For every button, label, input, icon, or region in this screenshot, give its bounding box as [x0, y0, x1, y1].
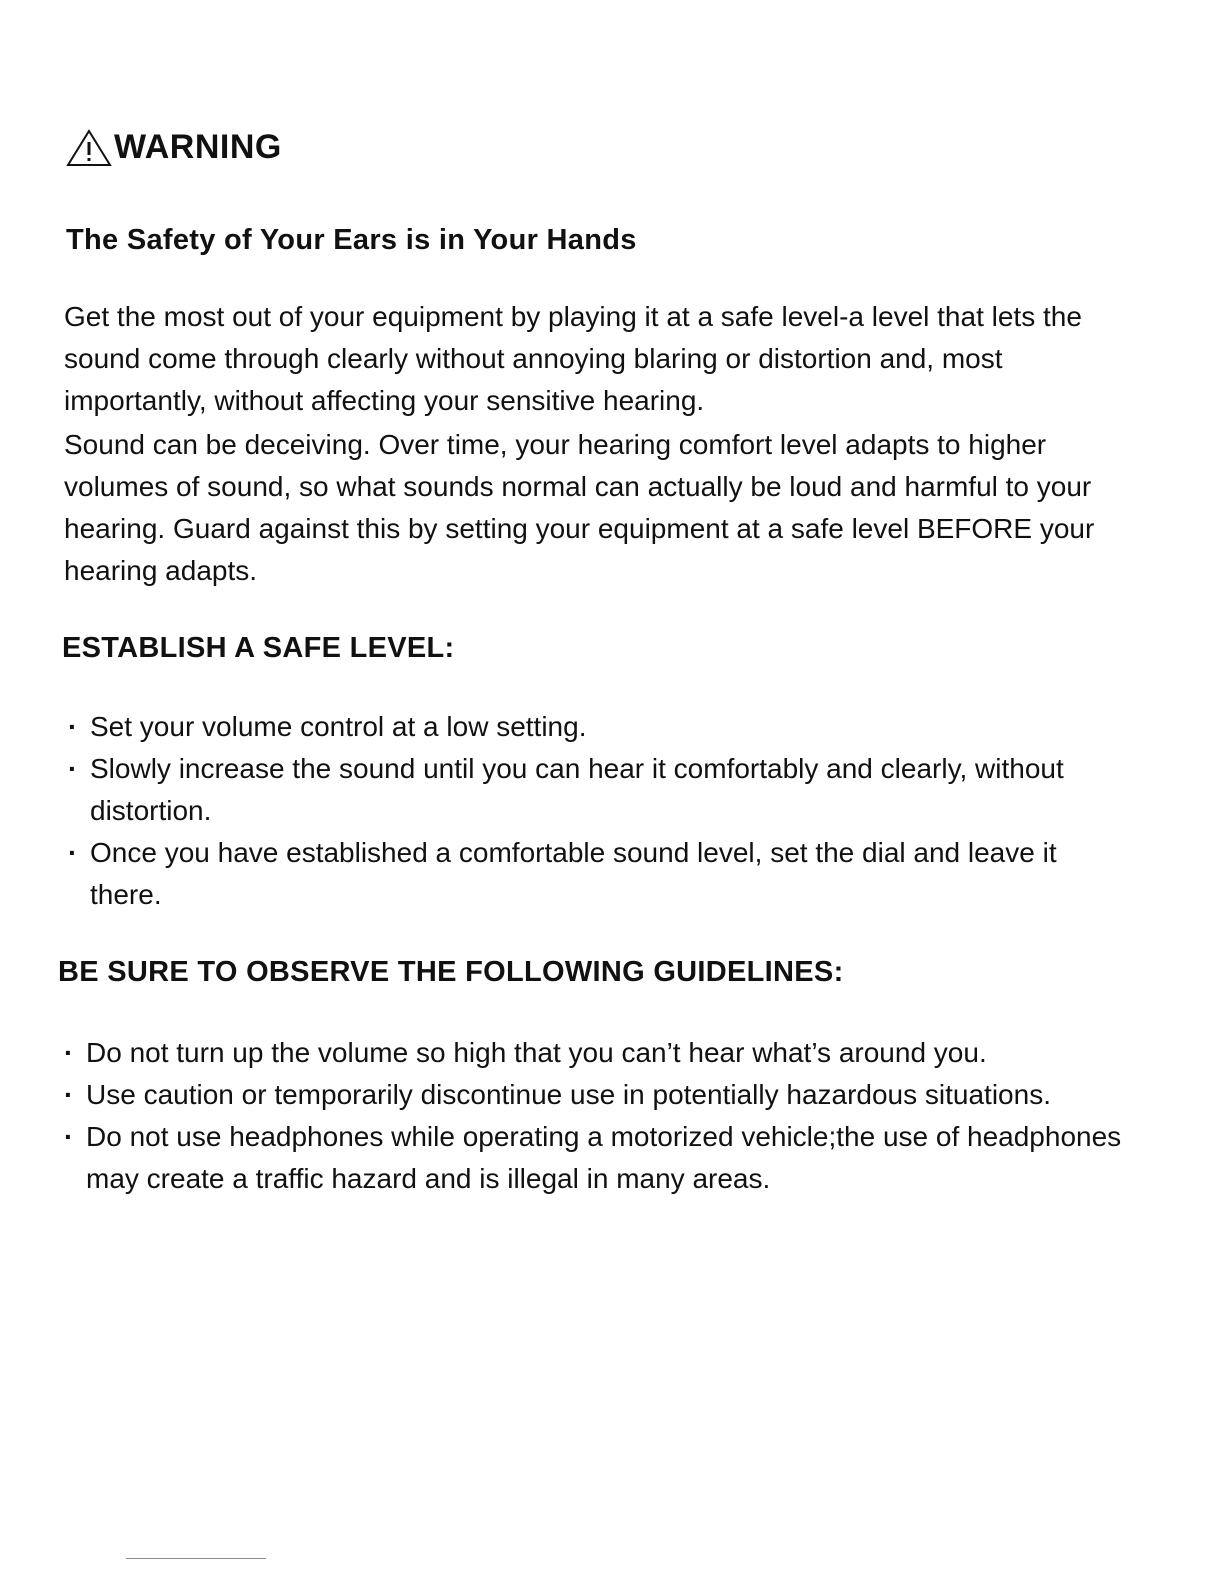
intro-paragraph-2: Sound can be deceiving. Over time, your hearing comfort level adapts to higher volumes of sound, so what sounds normal can actually be loud and harmful to your hearing. Guard against this by setting your equipment at a safe level BEFORE your hearing adapts.: [64, 429, 1095, 586]
list-item: · Do not turn up the volume so high that you can’t hear what’s around you.: [64, 1032, 1124, 1074]
list-item: · Use caution or temporarily discontinue use in potentially hazardous situations.: [64, 1074, 1124, 1116]
guidelines-list: [64, 1032, 1124, 1200]
list-item: · Once you have established a comfortable sound level, set the dial and leave it there.: [68, 832, 1128, 916]
list-item: · Slowly increase the sound until you can hear it comfortably and clearly, without distortion.: [68, 748, 1128, 832]
establish-list: [68, 706, 1128, 916]
guidelines-heading: BE SURE TO OBSERVE THE FOLLOWING GUIDELINES:: [58, 956, 844, 988]
list-item: · Set your volume control at a low setting.: [68, 706, 1128, 748]
warning-header: [66, 128, 282, 167]
intro-paragraph-1: Get the most out of your equipment by playing it at a safe level-a level that lets the sound come through clearly without annoying blaring or distortion and, most importantly, without affecting your sensitive hearing.: [64, 301, 1082, 416]
list-item: · Do not use headphones while operating a motorized vehicle;the use of headphones may create a traffic hazard and is illegal in many areas.: [64, 1116, 1124, 1200]
page-subtitle: The Safety of Your Ears is in Your Hands: [66, 224, 637, 256]
warning-title: WARNING: [114, 128, 282, 166]
establish-heading: ESTABLISH A SAFE LEVEL:: [62, 632, 455, 664]
warning-triangle-icon: [66, 129, 112, 167]
footer-divider: [126, 1558, 266, 1559]
